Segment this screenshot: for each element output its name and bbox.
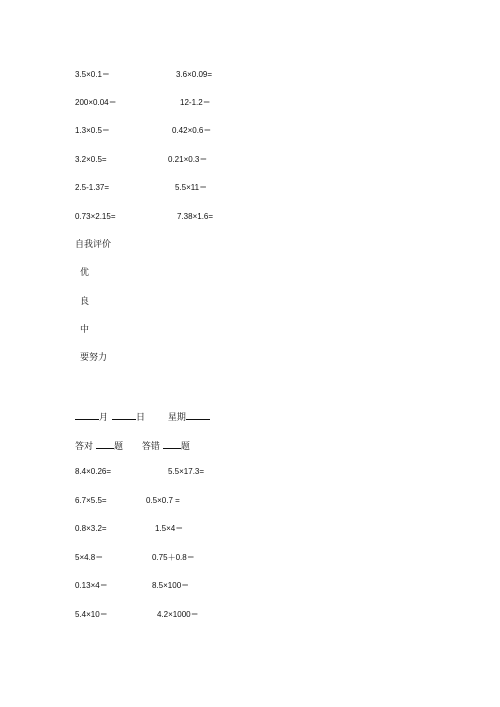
evaluation-option-good: 良 [80,297,90,307]
evaluation-option-needs-effort: 要努力 [80,353,108,363]
problem-2-left: 200×0.04＝ [75,98,117,107]
correct-unit: 题 [114,442,124,452]
problem-11-left: 0.13×4＝ [75,581,108,590]
problem-1-right: 3.6×0.09= [176,70,213,79]
problem-12-right: 4.2×1000＝ [157,610,199,619]
date-line [75,410,210,423]
problem-8-left: 6.7×5.5= [75,496,107,505]
correct-label: 答对 [75,442,94,452]
problem-3-left: 1.3×0.5＝ [75,126,110,135]
day-blank[interactable] [112,410,136,420]
problem-3-right: 0.42×0.6＝ [172,126,212,135]
weekday-blank[interactable] [186,410,210,420]
problem-12-left: 5.4×10＝ [75,610,108,619]
month-blank[interactable] [75,410,99,420]
score-line [75,439,190,452]
problem-10-right: 0.75＋0.8＝ [152,553,195,562]
problem-7-right: 5.5×17.3= [168,467,205,476]
problem-8-right: 0.5×0.7 = [146,496,180,505]
problem-6-left: 0.73×2.15= [75,212,116,221]
problem-1-left: 3.5×0.1＝ [75,70,110,79]
problem-4-left: 3.2×0.5= [75,155,107,164]
problem-9-left: 0.8×3.2= [75,524,107,533]
problem-10-left: 5×4.8＝ [75,553,104,562]
wrong-unit: 题 [180,442,190,452]
evaluation-option-average: 中 [80,325,90,335]
problem-6-right: 7.38×1.6= [177,212,214,221]
wrong-label: 答错 [141,442,160,452]
problem-5-right: 5.5×11＝ [175,183,208,192]
problem-2-right: 12-1.2＝ [180,98,211,107]
evaluation-option-excellent: 优 [80,268,90,278]
problem-7-left: 8.4×0.26= [75,467,112,476]
problem-9-right: 1.5×4＝ [155,524,184,533]
self-evaluation-title: 自我评价 [75,240,112,250]
problem-11-right: 8.5×100＝ [152,581,190,590]
wrong-blank[interactable] [163,439,181,449]
weekday-label: 星期 [167,413,186,423]
problem-4-right: 0.21×0.3＝ [168,155,208,164]
problem-5-left: 2.5-1.37= [75,183,110,192]
month-label: 月 [99,413,109,423]
correct-blank[interactable] [96,439,114,449]
day-label: 日 [136,413,146,423]
